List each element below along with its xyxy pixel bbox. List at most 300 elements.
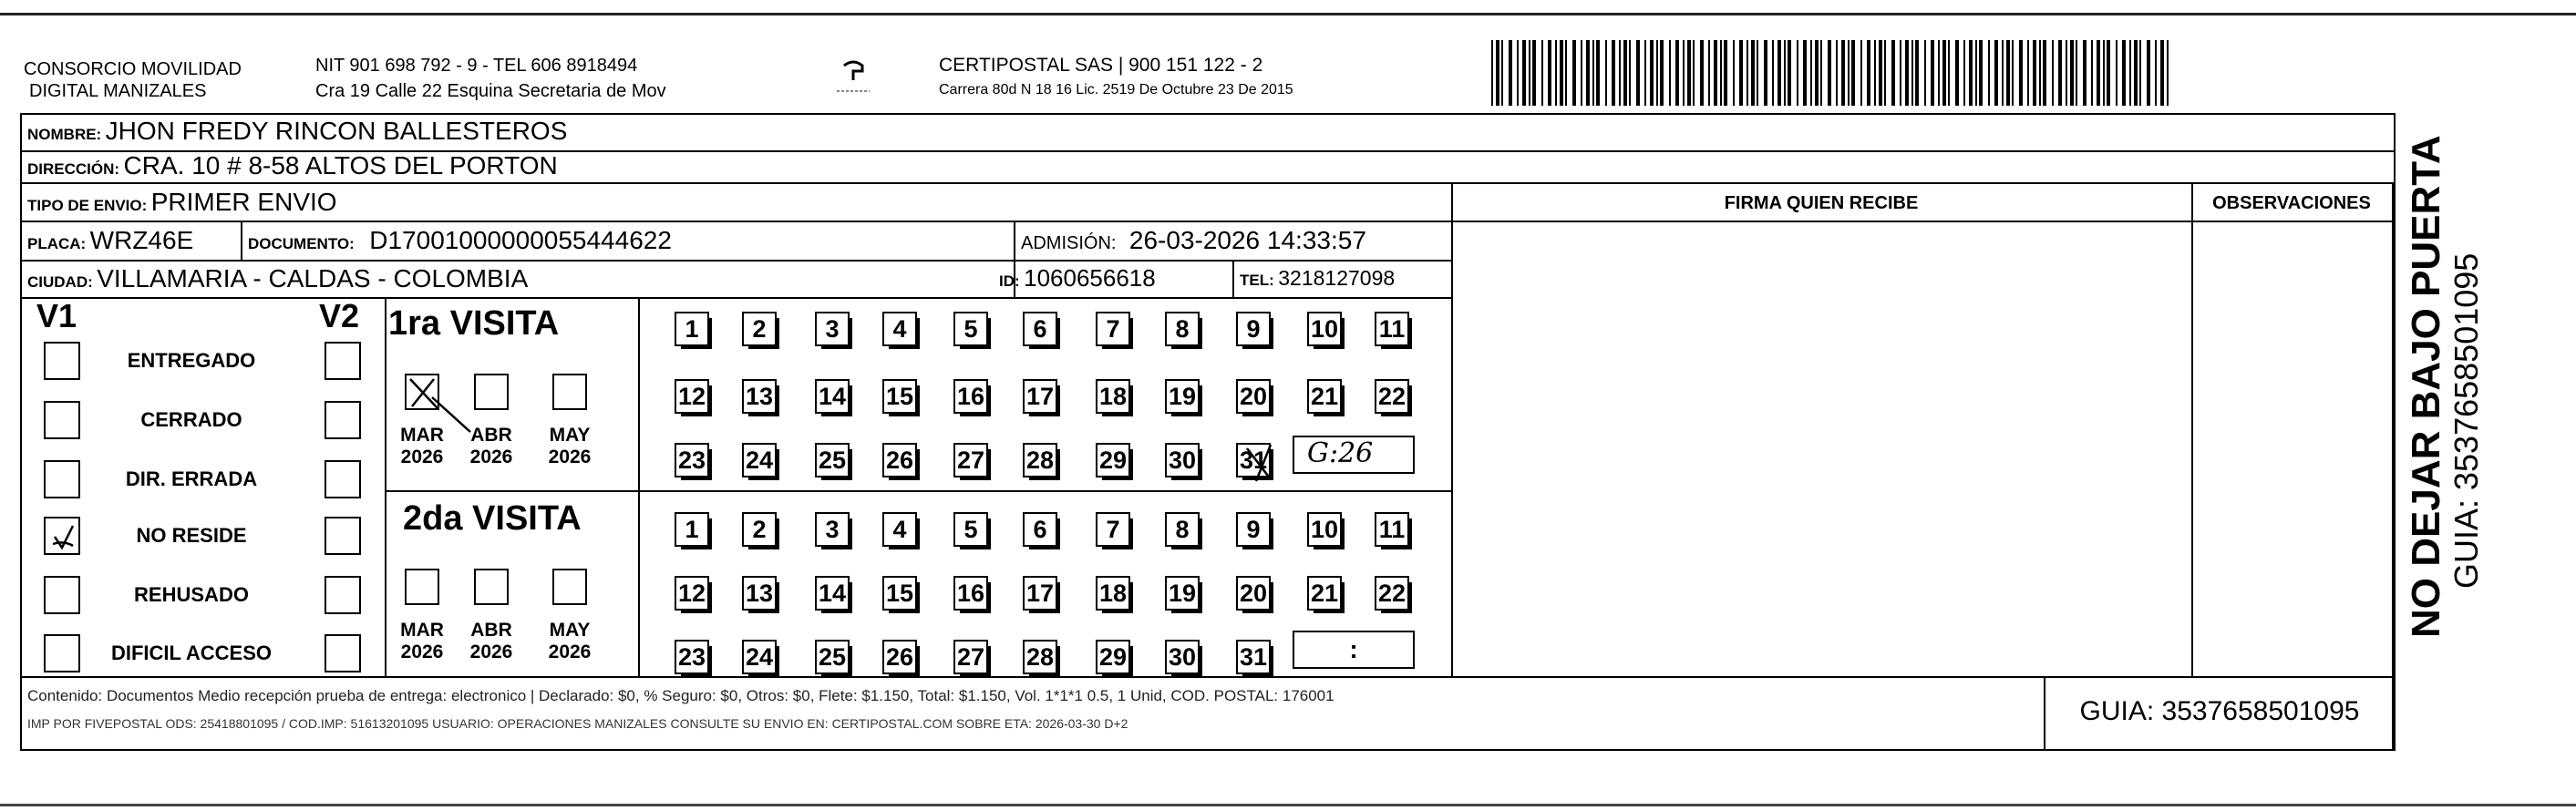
day-number: 3 [825, 516, 840, 543]
month-checkbox-abr[interactable] [474, 569, 509, 605]
row-divider [20, 182, 2396, 184]
barcode-bar [2107, 40, 2110, 106]
day-box[interactable] [815, 576, 850, 611]
barcode-bar [1810, 40, 1812, 106]
barcode-bar [1532, 40, 1536, 106]
barcode-bar [1851, 40, 1855, 106]
day-box[interactable] [953, 379, 988, 414]
day-number: 30 [1168, 643, 1197, 671]
day-box[interactable] [1375, 379, 1409, 414]
day-box[interactable] [1236, 576, 1271, 611]
barcode-bar [1720, 40, 1722, 106]
day-box[interactable] [1165, 576, 1200, 611]
day-box[interactable] [1375, 576, 1409, 611]
barcode-bar [1693, 40, 1695, 106]
day-number: 12 [677, 580, 706, 607]
day-box[interactable] [742, 640, 777, 674]
first-visit-time-handwritten: G:26 [1307, 437, 1374, 469]
status-label: REHUSADO [134, 583, 249, 606]
day-box[interactable] [1096, 443, 1130, 477]
day-number: 21 [1310, 383, 1339, 410]
tipo-envio-label: TIPO DE ENVIO: [27, 197, 148, 214]
direccion-row [27, 151, 558, 180]
barcode-bar [1548, 40, 1551, 106]
barcode-bar [2134, 40, 2138, 106]
barcode-bar [1496, 40, 1499, 106]
barcode-bar [1784, 40, 1786, 106]
barcode-bar [2147, 40, 2150, 106]
ciudad-label: CIUDAD: [27, 273, 93, 291]
barcode-bar [1815, 40, 1819, 106]
barcode-bar [1948, 40, 1950, 106]
day-number: 21 [1310, 580, 1339, 607]
observaciones-label: OBSERVACIONES [2212, 193, 2371, 213]
day-box[interactable] [1023, 312, 1057, 346]
day-box[interactable] [1307, 576, 1342, 611]
barcode-bar [1867, 40, 1870, 106]
day-number: 15 [885, 383, 914, 410]
contenido-line: Contenido: Documentos Medio recepción prueba de entrega: electronico | Declarado: $0, % Seguro: $0, Otros: $0, Flete: $1.150, Total: $1.150, Vol. 1*1*1 0.5, 1 Unid, COD. POSTAL: 176001 [27, 687, 1334, 704]
barcode-bar [1509, 40, 1512, 106]
ciudad-cell [27, 264, 528, 293]
col-divider [2191, 182, 2193, 676]
day-box[interactable] [882, 312, 917, 346]
barcode-bar [1924, 40, 1926, 106]
nit-line: NIT 901 698 792 - 9 - TEL 606 8918494 [315, 56, 638, 76]
v1-label: V1 [36, 297, 77, 334]
day-box[interactable] [953, 312, 988, 346]
day-box[interactable] [1023, 576, 1057, 611]
barcode-bar [1517, 40, 1519, 106]
barcode-bar [2083, 40, 2087, 106]
month-checkbox-may[interactable] [552, 569, 587, 605]
barcode-bar [2167, 40, 2169, 106]
day-box[interactable] [742, 312, 777, 346]
day-number: 23 [677, 447, 706, 474]
day-box[interactable] [675, 379, 709, 414]
barcode-bar [1979, 40, 1983, 106]
day-box[interactable] [815, 312, 850, 346]
v2-checkbox[interactable] [325, 634, 361, 672]
barcode-bar [2043, 40, 2046, 106]
nombre-value: JHON FREDY RINCON BALLESTEROS [105, 117, 568, 145]
day-box[interactable] [953, 640, 988, 674]
tel-value: 3218127098 [1278, 266, 1396, 290]
day-number: 1 [685, 315, 699, 343]
day-box[interactable] [675, 312, 709, 346]
barcode-bar [1764, 40, 1767, 106]
day-box[interactable] [1236, 512, 1271, 547]
direccion-label: DIRECCIÓN: [27, 160, 120, 178]
barcode-bar [1660, 40, 1664, 106]
day-number: 12 [677, 383, 706, 410]
month-checkbox-may[interactable] [552, 374, 587, 410]
day-mark [1243, 443, 1280, 483]
status-label: DIFICIL ACCESO [110, 642, 272, 664]
day-number: 6 [1033, 315, 1047, 343]
barcode-bar [1820, 40, 1822, 106]
row-divider [20, 297, 1451, 299]
day-box[interactable] [742, 576, 777, 611]
v2-checkbox[interactable] [325, 576, 361, 614]
day-box[interactable] [882, 576, 917, 611]
nombre-row [27, 117, 567, 146]
tipo-envio-value: PRIMER ENVIO [150, 188, 337, 216]
day-number: 26 [885, 643, 914, 671]
second-visit-time: : [1349, 635, 1358, 663]
day-box[interactable] [1096, 640, 1130, 674]
barcode-bar [2027, 40, 2029, 106]
v2-checkbox[interactable] [325, 342, 361, 380]
carrier-logo-icon [835, 56, 871, 97]
day-number: 11 [1378, 516, 1406, 543]
barcode-bar [1592, 40, 1594, 106]
day-number: 14 [818, 383, 847, 410]
day-number: 28 [1025, 447, 1055, 474]
barcode-bar [1572, 40, 1576, 106]
company-name [24, 58, 242, 102]
barcode-bar [2155, 40, 2157, 106]
day-number: 2 [752, 516, 767, 543]
tipo-envio-row [27, 188, 337, 217]
barcode-bar [1541, 40, 1543, 106]
day-number: 20 [1239, 580, 1268, 607]
day-box[interactable] [815, 512, 850, 547]
barcode-bar [1938, 40, 1940, 106]
day-box[interactable] [675, 640, 709, 674]
barcode-bar [1969, 40, 1973, 106]
day-number: 25 [818, 447, 847, 474]
day-box[interactable] [1165, 443, 1200, 477]
day-number: 20 [1239, 383, 1268, 410]
barcode-bar [1708, 40, 1710, 106]
side-guia: GUIA: 3537658501095 [2447, 252, 2485, 589]
day-number: 29 [1098, 447, 1128, 474]
day-box[interactable] [1096, 312, 1130, 346]
barcode-bar [2019, 40, 2023, 106]
barcode-bar [1596, 40, 1600, 106]
row-divider [20, 221, 2396, 222]
day-box[interactable] [953, 443, 988, 477]
barcode-bar [1560, 40, 1563, 106]
barcode-bar [1581, 40, 1582, 106]
day-box[interactable] [1023, 640, 1057, 674]
nombre-label: NOMBRE: [27, 126, 102, 143]
v2-checkbox[interactable] [325, 517, 361, 555]
barcode-bar [1915, 40, 1919, 106]
day-box[interactable] [1165, 379, 1200, 414]
barcode-bar [1884, 40, 1886, 106]
barcode-bar [1623, 40, 1627, 106]
day-number: 9 [1246, 315, 1261, 343]
col-divider [385, 297, 386, 676]
barcode-bar [1650, 40, 1654, 106]
barcode-bar [1586, 40, 1590, 106]
day-box[interactable] [882, 640, 917, 674]
barcode-bar [1724, 40, 1727, 106]
col-divider [2392, 182, 2394, 749]
no-dejar-bajo-puerta: NO DEJAR BAJO PUERTA [2404, 135, 2448, 638]
v1-checkbox[interactable] [44, 634, 80, 672]
barcode-bar [1605, 40, 1607, 106]
row-divider [20, 676, 2396, 678]
month-label: MAR 2026 [400, 425, 444, 467]
barcode-bar [1874, 40, 1876, 106]
placa-cell [27, 226, 193, 255]
day-box[interactable] [882, 443, 917, 477]
day-number: 5 [963, 315, 978, 343]
documento-cell [248, 226, 672, 255]
v1-checkbox[interactable] [44, 576, 80, 614]
barcode-bar [2122, 40, 2126, 106]
id-cell [999, 264, 1156, 293]
v2-label: V2 [319, 297, 360, 334]
day-box[interactable] [1096, 379, 1130, 414]
address-line: Cra 19 Calle 22 Esquina Secretaria de Mov [315, 81, 666, 101]
barcode-bar [1733, 40, 1735, 106]
placa-value: WRZ46E [89, 226, 194, 254]
barcode-bar [1700, 40, 1704, 106]
barcode-bar [1739, 40, 1743, 106]
v2-checkbox[interactable] [325, 460, 361, 498]
barcode-bar [1942, 40, 1946, 106]
day-number: 14 [818, 580, 847, 607]
barcode-bar [2129, 40, 2131, 106]
day-number: 16 [956, 383, 985, 410]
day-number: 3 [825, 315, 840, 343]
barcode-bar [2070, 40, 2074, 106]
company-line-1: CONSORCIO MOVILIDAD [24, 59, 242, 79]
day-box[interactable] [742, 443, 777, 477]
bottom-scan-line [0, 804, 2576, 806]
barcode-bar [2103, 40, 2105, 106]
barcode-bar [1501, 40, 1503, 106]
day-number: 10 [1310, 516, 1339, 543]
day-box[interactable] [1307, 312, 1342, 346]
row-divider [385, 490, 1451, 492]
day-number: 27 [956, 643, 985, 671]
status-label: ENTREGADO [127, 349, 256, 372]
barcode-bar [2091, 40, 2093, 106]
month-label: MAY 2026 [548, 620, 592, 662]
day-number: 6 [1033, 516, 1047, 543]
day-number: 9 [1246, 516, 1261, 543]
barcode-bar [1619, 40, 1621, 106]
id-label: ID: [999, 272, 1020, 290]
row-divider [20, 260, 1451, 262]
id-value: 1060656618 [1024, 264, 1156, 292]
carrier-info [939, 55, 1293, 98]
day-box[interactable] [1375, 512, 1409, 547]
imp-line: IMP POR FIVEPOSTAL ODS: 25418801095 / COD.IMP: 51613201095 USUARIO: OPERACIONES MANIZALES CONSULTE SU ENVIO EN: CERTIPOSTAL.COM SOBRE ETA: 2026-03-30 D+2 [27, 716, 1128, 731]
day-box[interactable] [675, 443, 709, 477]
status-label: DIR. ERRADA [125, 467, 258, 490]
barcode-bar [1565, 40, 1567, 106]
barcode-bar [1788, 40, 1791, 106]
first-visit-title: 1ra VISITA [388, 304, 560, 343]
barcode-bar [1491, 40, 1493, 106]
day-box[interactable] [1165, 512, 1200, 547]
status-label: NO RESIDE [136, 524, 247, 547]
barcode-bar [1629, 40, 1631, 106]
barcode-bar [2139, 40, 2141, 106]
barcode-bar [2097, 40, 2100, 106]
barcode-bar [2039, 40, 2041, 106]
day-number: 13 [745, 383, 774, 410]
day-box[interactable] [953, 576, 988, 611]
col-divider [638, 297, 640, 676]
v1-checkbox[interactable] [44, 517, 80, 555]
barcode-bar [2160, 40, 2164, 106]
barcode-bar [2033, 40, 2036, 106]
day-number: 16 [956, 580, 985, 607]
top-scan-line [0, 13, 2576, 15]
barcode-bar [2116, 40, 2117, 106]
barcode-bar [1747, 40, 1748, 106]
day-box[interactable] [1236, 640, 1271, 674]
day-number: 11 [1378, 315, 1406, 343]
barcode-bar [1879, 40, 1882, 106]
day-box[interactable] [1165, 640, 1200, 674]
day-number: 18 [1098, 383, 1128, 410]
barcode-bar [1828, 40, 1831, 106]
month-label: ABR 2026 [469, 425, 513, 467]
barcode-bar [1612, 40, 1615, 106]
day-box[interactable] [1307, 512, 1342, 547]
day-number: 28 [1025, 643, 1055, 671]
day-box[interactable] [1375, 312, 1409, 346]
col-divider [241, 221, 242, 260]
day-number: 10 [1310, 315, 1339, 343]
day-number: 26 [885, 447, 914, 474]
day-box[interactable] [1023, 443, 1057, 477]
day-box[interactable] [742, 379, 777, 414]
day-box[interactable] [882, 512, 917, 547]
day-box[interactable] [1165, 312, 1200, 346]
barcode-bar [1797, 40, 1798, 106]
barcode-bar [1848, 40, 1850, 106]
day-number: 2 [752, 315, 767, 343]
second-visit-title: 2da VISITA [403, 499, 582, 538]
carrier-line-1: CERTIPOSTAL SAS | 900 151 122 - 2 [939, 55, 1263, 76]
barcode-bar [1860, 40, 1862, 106]
day-box[interactable] [1023, 512, 1057, 547]
day-number: 19 [1168, 580, 1197, 607]
day-number: 4 [892, 315, 907, 343]
day-box[interactable] [742, 512, 777, 547]
col-divider [1232, 260, 1234, 297]
day-box[interactable] [815, 379, 850, 414]
barcode-bar [1905, 40, 1909, 106]
barcode-bar [1687, 40, 1691, 106]
barcode-bar [1975, 40, 1977, 106]
day-box[interactable] [882, 379, 917, 414]
day-box[interactable] [1023, 379, 1057, 414]
barcode-bar [1931, 40, 1934, 106]
barcode-bar [1841, 40, 1845, 106]
month-label: MAY 2026 [548, 425, 592, 467]
ciudad-value: VILLAMARIA - CALDAS - COLOMBIA [97, 264, 529, 293]
barcode-bar [1777, 40, 1781, 106]
barcode-bar [1836, 40, 1838, 106]
v1-checkbox[interactable] [44, 401, 80, 439]
day-box[interactable] [675, 576, 709, 611]
barcode-bar [1644, 40, 1646, 106]
second-visit-time-box[interactable] [1293, 631, 1415, 669]
barcode-bar [1656, 40, 1658, 106]
month-label: MAR 2026 [400, 620, 444, 662]
day-box[interactable] [815, 443, 850, 477]
day-number: 31 [1239, 643, 1268, 671]
barcode-bar [1675, 40, 1679, 106]
month-checkbox-mar[interactable] [405, 374, 439, 410]
day-box[interactable] [675, 512, 709, 547]
barcode-bar [1555, 40, 1557, 106]
admision-label: ADMISIÓN: [1021, 233, 1117, 253]
direccion-value: CRA. 10 # 8-58 ALTOS DEL PORTON [123, 151, 558, 180]
barcode-bar [1955, 40, 1959, 106]
day-box[interactable] [1096, 576, 1130, 611]
carrier-line-2: Carrera 80d N 18 16 Lic. 2519 De Octubre 23 De 2015 [939, 82, 1293, 98]
barcode-bar [1529, 40, 1530, 106]
placa-label: PLACA: [27, 235, 87, 252]
day-number: 17 [1025, 580, 1055, 607]
day-box[interactable] [815, 640, 850, 674]
first-visit-time-box[interactable] [1293, 436, 1415, 474]
day-number: 8 [1175, 516, 1190, 543]
day-number: 24 [745, 643, 774, 671]
barcode-bar [1751, 40, 1755, 106]
company-nit [315, 55, 666, 102]
day-number: 7 [1106, 315, 1120, 343]
day-number: 19 [1168, 383, 1197, 410]
barcode-bar [1636, 40, 1640, 106]
barcode-bar [1891, 40, 1895, 106]
barcode-bar [1900, 40, 1901, 106]
month-label: ABR 2026 [469, 620, 513, 662]
month-checkbox-abr[interactable] [474, 374, 509, 410]
barcode-bar [1669, 40, 1671, 106]
tel-label: TEL: [1240, 272, 1274, 289]
day-box[interactable] [953, 512, 988, 547]
barcode-bar [1963, 40, 1965, 106]
day-number: 23 [677, 643, 706, 671]
day-number: 27 [956, 447, 985, 474]
day-box[interactable] [1236, 443, 1271, 477]
day-number: 24 [745, 447, 774, 474]
barcode-bar [1683, 40, 1685, 106]
v2-checkbox[interactable] [325, 401, 361, 439]
barcode-bar [2058, 40, 2062, 106]
barcode-bar [2002, 40, 2004, 106]
day-number: 13 [745, 580, 774, 607]
barcode-bar [1994, 40, 1998, 106]
day-box[interactable] [1236, 312, 1271, 346]
barcode-bar [1988, 40, 1990, 106]
day-box[interactable] [1096, 512, 1130, 547]
day-box[interactable] [1236, 379, 1271, 414]
day-box[interactable] [1307, 379, 1342, 414]
day-number: 18 [1098, 580, 1128, 607]
barcode-bar [1803, 40, 1807, 106]
v1-checkbox[interactable] [44, 460, 80, 498]
barcode-bar [1522, 40, 1526, 106]
v1-checkbox[interactable] [44, 342, 80, 380]
month-checkbox-mar[interactable] [405, 569, 439, 605]
day-number: 22 [1377, 580, 1406, 607]
firma-label: FIRMA QUIEN RECIBE [1724, 193, 1919, 213]
company-line-2: DIGITAL MANIZALES [29, 81, 207, 101]
